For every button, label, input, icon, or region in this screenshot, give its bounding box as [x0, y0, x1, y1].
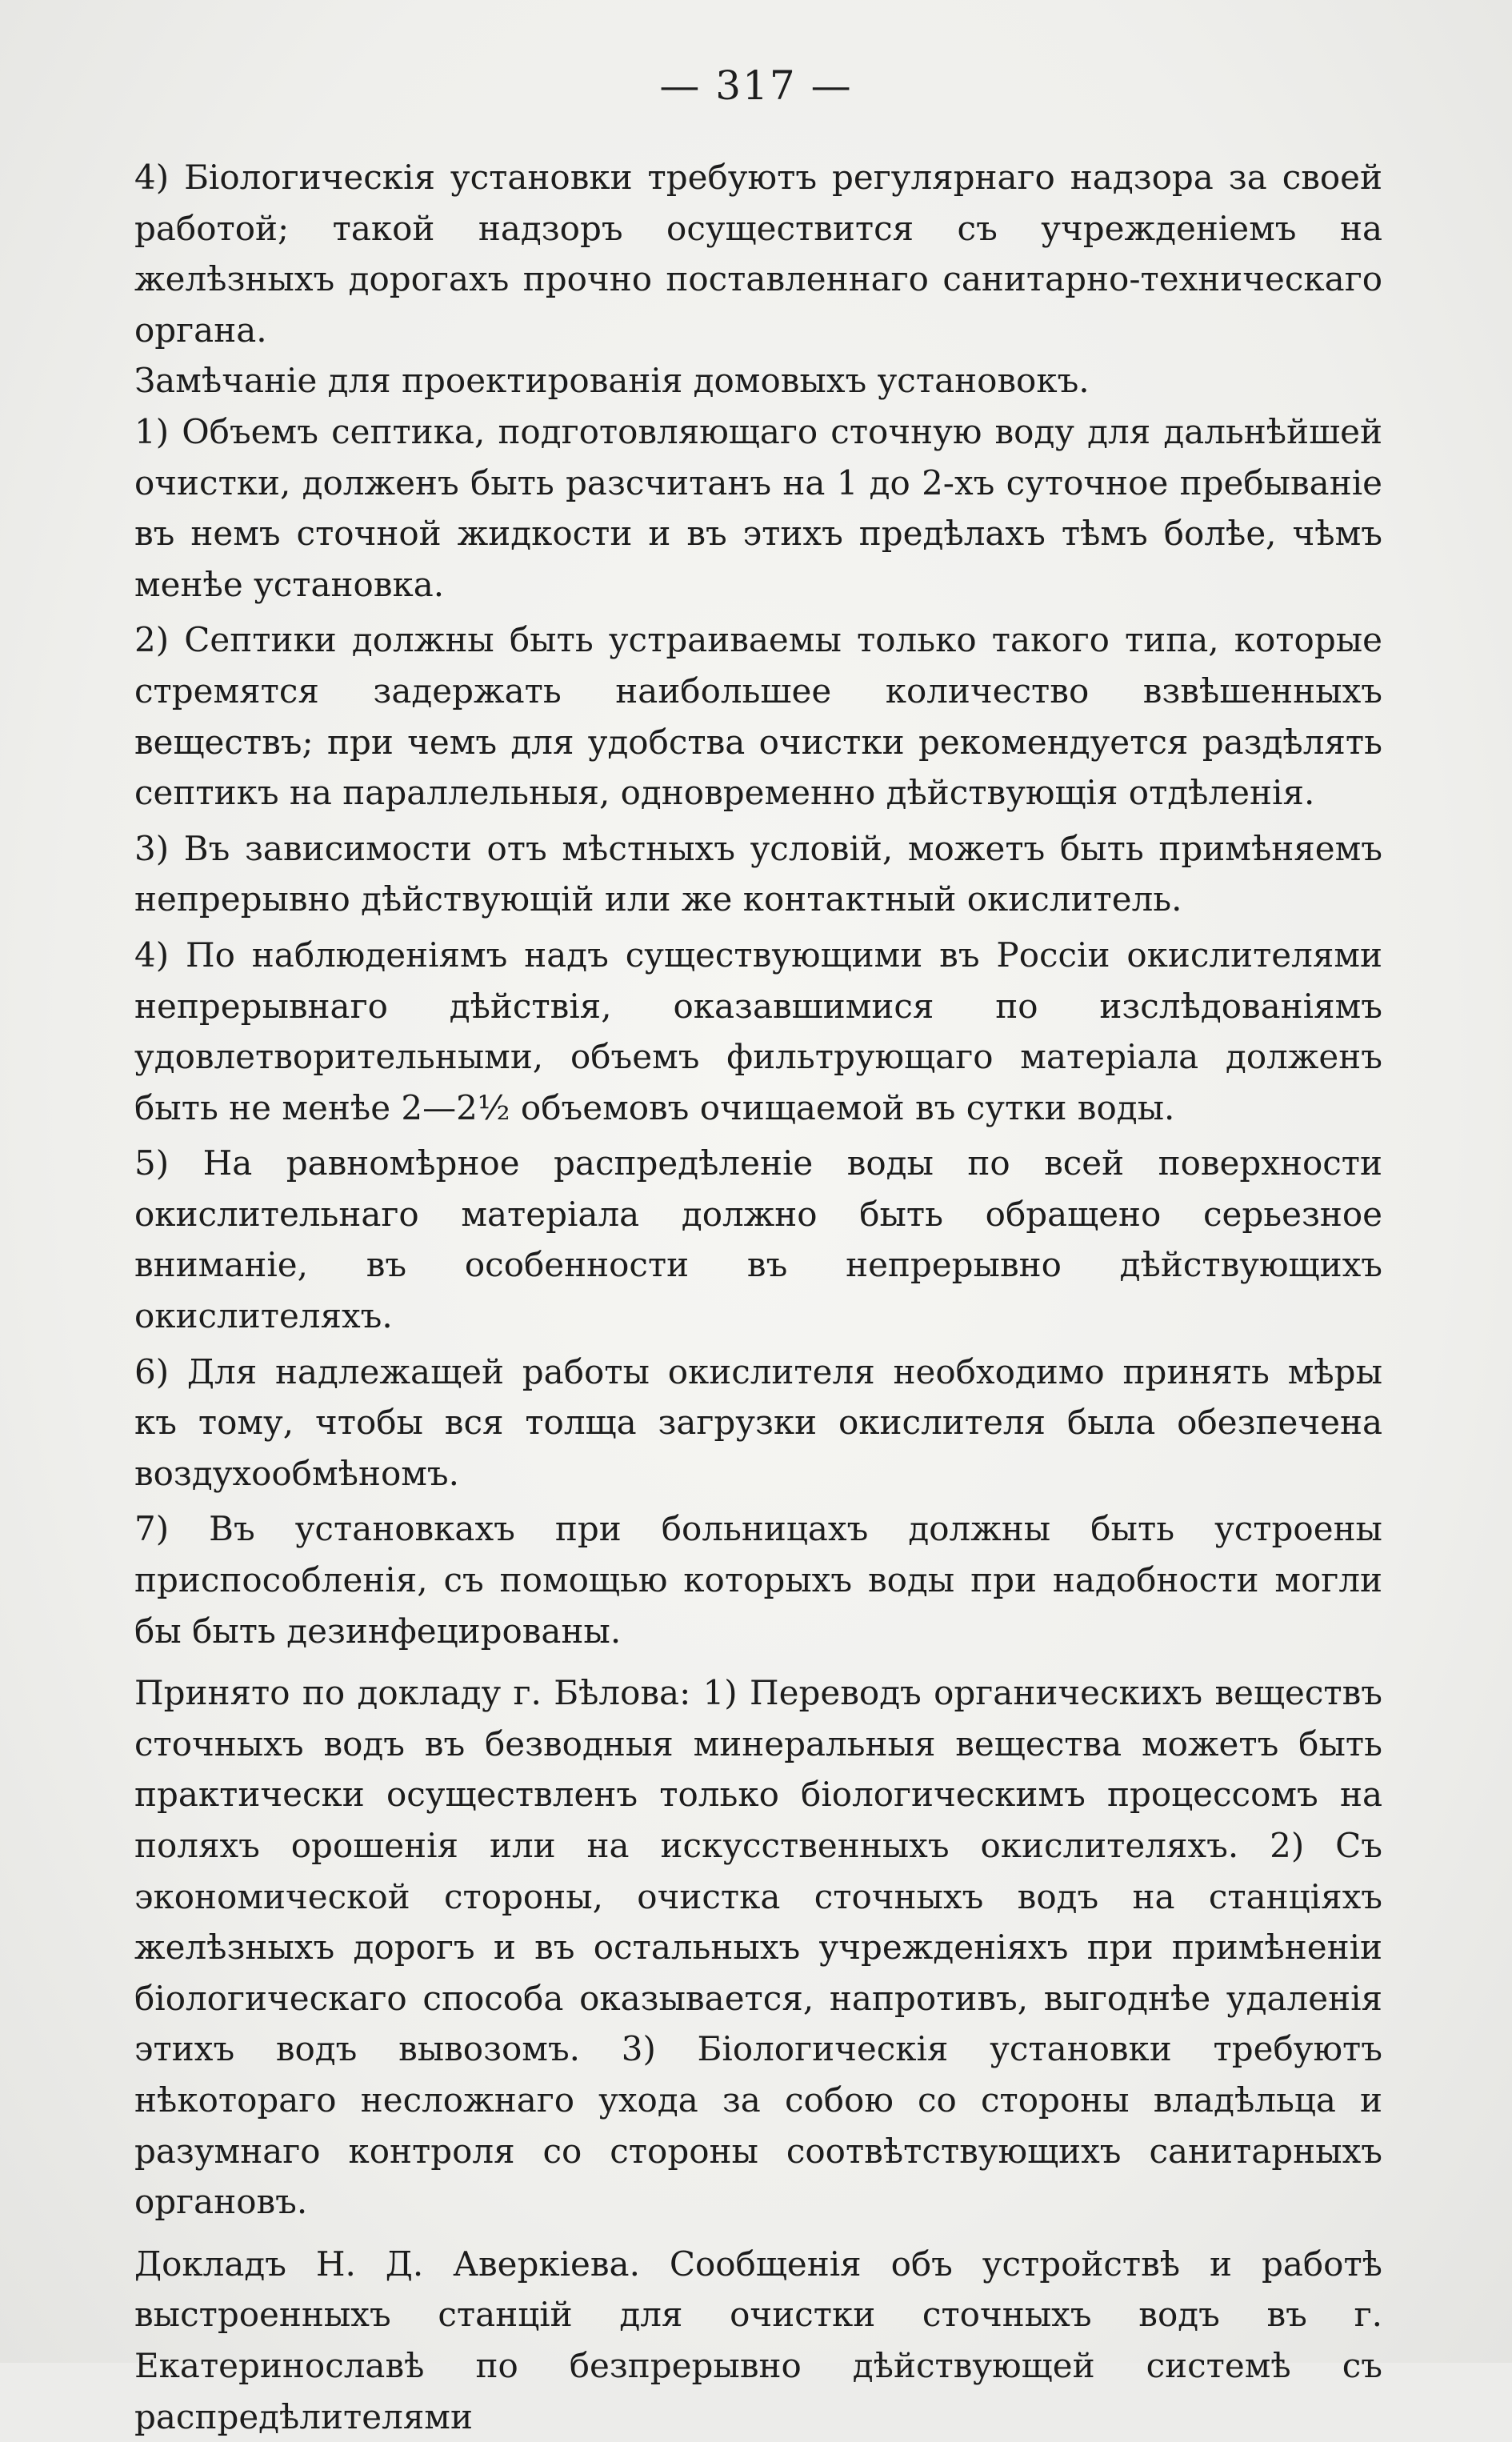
paragraph-note-2: 2) Септики должны быть устраиваемы только такого типа, которые стремятся задержать наибольшее количество взвѣшенныхъ веществъ; при чемъ для удобства очистки рекомендуется раздѣлять септикъ на параллельныя, одновременно дѣйствующія отдѣленія. [134, 620, 1382, 813]
paragraph-conclusion-4: 4) Біологическія установки требуютъ регулярнаго надзора за своей работой; такой надзоръ осуществится съ учрежденіемъ на желѣзныхъ дорогахъ прочно поставленнаго санитарно-техническаго органа. [134, 158, 1382, 350]
page-number: — 317 — [659, 62, 853, 109]
paragraph-note-7: 7) Въ установкахъ при больницахъ должны быть устроены приспособленія, съ помощью которыхъ воды при надобности могли бы быть дезинфецированы. [134, 1509, 1382, 1651]
note-heading: Замѣчаніе для проектированія домовыхъ установокъ. [134, 361, 1090, 401]
paragraph-note-3: 3) Въ зависимости отъ мѣстныхъ условій, можетъ быть примѣняемъ непрерывно дѣйствующій или же контактный окислитель. [134, 828, 1382, 919]
paragraph-note-5: 5) На равномѣрное распредѣленіе воды по всей поверхности окислительнаго матеріала должно быть обращено серьезное вниманіе, въ особенности въ непрерывно дѣйствующихъ окислителяхъ. [134, 1143, 1382, 1336]
paragraph-belov-report: Принято по докладу г. Бѣлова: 1) Переводъ органическихъ веществъ сточныхъ водъ въ безводныя минеральныя вещества можетъ быть практически осуществленъ только біологическимъ процессомъ на поляхъ орошенія или на искусственныхъ окислителяхъ. 2) Съ экономической стороны, очистка сточныхъ водъ на станціяхъ желѣзныхъ дорогъ и въ остальныхъ учрежденіяхъ при примѣненіи біологическаго способа оказывается, напротивъ, выгоднѣе удаленія этихъ водъ вывозомъ. 3) Біологическія установки требуютъ нѣкотораго несложнаго ухода за собою со стороны владѣльца и разумнаго контроля со стороны соотвѣтствующихъ санитарныхъ органовъ. [134, 1673, 1382, 2222]
paragraph-note-4: 4) По наблюденіямъ надъ существующими въ Россіи окислителями непрерывнаго дѣйствія, оказавшимися по изслѣдованіямъ удовлетворительными, объемъ фильтрующаго матеріала долженъ быть не менѣе 2—2½ объемовъ очищаемой въ сутки воды. [134, 935, 1382, 1127]
paragraph-note-1: 1) Объемъ септика, подготовляющаго сточную воду для дальнѣйшей очистки, долженъ быть разсчитанъ на 1 до 2-хъ суточное пребываніе въ немъ сточной жидкости и въ этихъ предѣлахъ тѣмъ болѣе, чѣмъ менѣе установка. [134, 411, 1382, 604]
paragraph-averkiev-report: Докладъ Н. Д. Аверкіева. Сообщенія объ устройствѣ и работѣ выстроенныхъ станцій для очистки сточныхъ водъ въ г. Екатеринославѣ по безпрерывно дѣйствующей системѣ съ распредѣлителями [134, 2244, 1382, 2436]
paragraph-note-6: 6) Для надлежащей работы окислителя необходимо принять мѣры къ тому, чтобы вся толща загрузки окислителя была обезпечена воздухообмѣномъ. [134, 1351, 1382, 1493]
document-body [134, 152, 1382, 2442]
